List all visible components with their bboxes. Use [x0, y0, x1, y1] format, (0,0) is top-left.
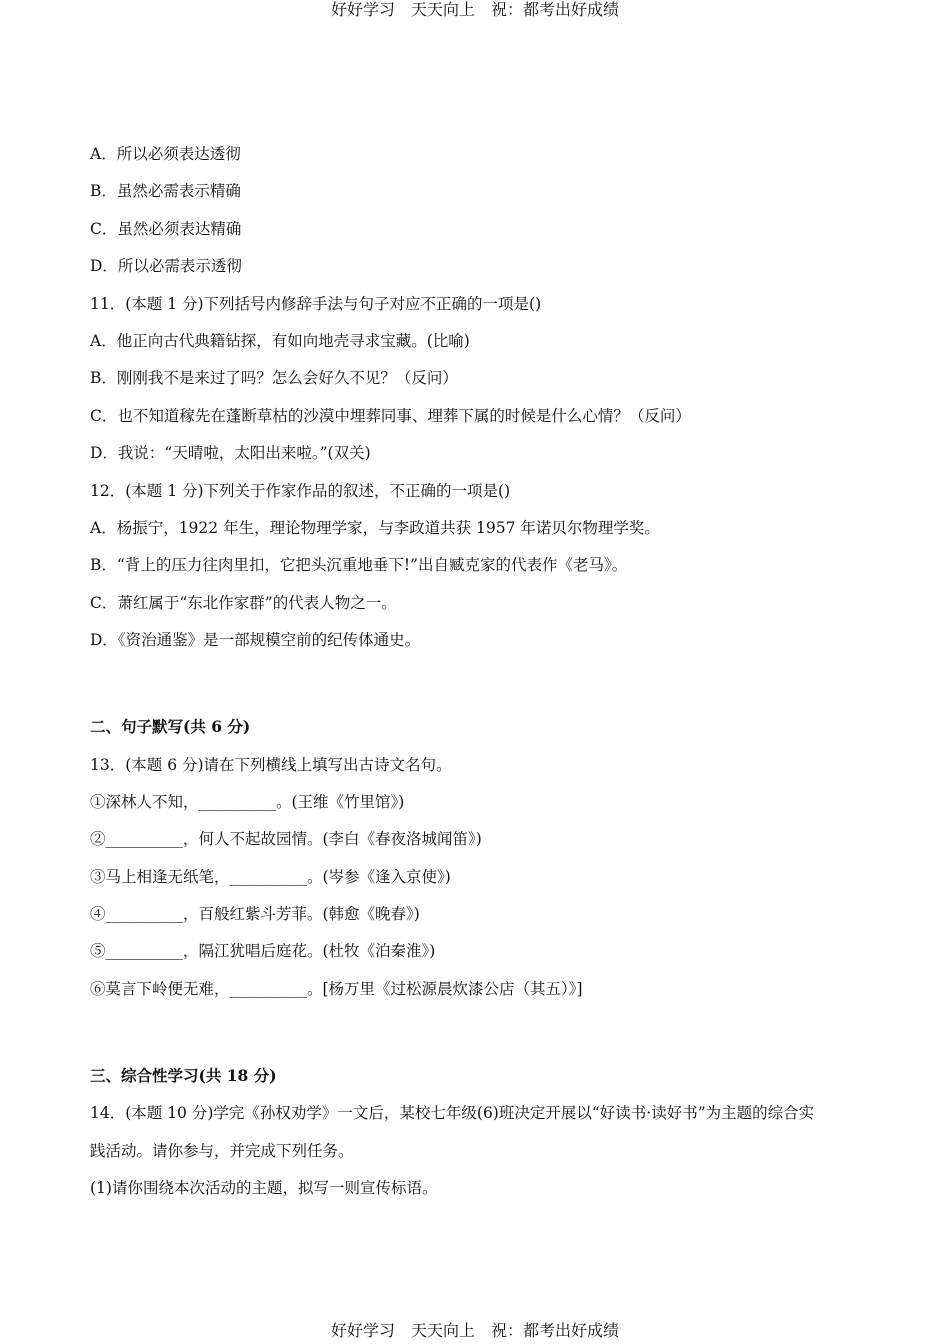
section3-title: 三、综合性学习(共 18 分)	[90, 1066, 277, 1085]
q12-option-c: C．萧红属于“东北作家群”的代表人物之一。	[90, 594, 397, 612]
q11-stem: 11．(本题 1 分)下列括号内修辞手法与句子对应不正确的一项是()	[90, 295, 542, 313]
q10-option-b: B．虽然必需表示精确	[90, 182, 241, 200]
q12-option-a: A．杨振宁，1922 年生，理论物理学家，与李政道共获 1957 年诺贝尔物理学奖。	[90, 519, 660, 537]
q13-item-5: ⑤__________，隔江犹唱后庭花。(杜牧《泊秦淮》)	[90, 942, 436, 960]
q13-item-6: ⑥莫言下岭便无难，__________。[杨万里《过松源晨炊漆公店（其五）》]	[90, 980, 583, 998]
q14-stem-line2: 践活动。请你参与，并完成下列任务。	[90, 1142, 354, 1160]
page-footer: 好好学习 天天向上 祝：都考出好成绩	[330, 1321, 619, 1340]
q11-option-c: C．也不知道稼先在蓬断草枯的沙漠中埋葬同事、埋葬下属的时候是什么心情？（反问）	[90, 407, 691, 425]
q10-option-d: D．所以必需表示透彻	[90, 257, 242, 275]
q12-option-d: D．《资治通鉴》是一部规模空前的纪传体通史。	[90, 631, 421, 649]
q11-option-d: D．我说：“天晴啦，太阳出来啦。”(双关)	[90, 444, 371, 462]
q13-item-4: ④__________，百般红紫斗芳菲。(韩愈《晚春》)	[90, 905, 420, 923]
q14-stem-line1: 14．(本题 10 分)学完《孙权劝学》一文后，某校七年级(6)班决定开展以“好读书·读好书”为主题的综合实	[90, 1104, 815, 1122]
q13-item-3: ③马上相逢无纸笔，__________。(岑参《逢入京使》)	[90, 868, 451, 886]
q12-stem: 12．(本题 1 分)下列关于作家作品的叙述，不正确的一项是()	[90, 482, 511, 500]
q12-option-b: B．“背上的压力往肉里扣，它把头沉重地垂下!”出自臧克家的代表作《老马》。	[90, 556, 628, 574]
page-header: 好好学习 天天向上 祝：都考出好成绩	[330, 0, 619, 19]
q11-option-b: B．刚刚我不是来过了吗？怎么会好久不见？（反问）	[90, 369, 458, 387]
q11-option-a: A．他正向古代典籍钻探，有如向地壳寻求宝藏。(比喻)	[90, 332, 470, 350]
q14-sub1: (1)请你围绕本次活动的主题，拟写一则宣传标语。	[90, 1179, 438, 1197]
q13-stem: 13．(本题 6 分)请在下列横线上填写出古诗文名句。	[90, 756, 452, 774]
q13-item-2: ②__________，何人不起故园情。(李白《春夜洛城闻笛》)	[90, 830, 482, 848]
section2-title: 二、句子默写(共 6 分)	[90, 717, 251, 736]
q10-option-a: A．所以必须表达透彻	[90, 145, 241, 163]
q10-option-c: C．虽然必须表达精确	[90, 220, 242, 238]
q13-item-1: ①深林人不知，__________。(王维《竹里馆》)	[90, 793, 405, 811]
